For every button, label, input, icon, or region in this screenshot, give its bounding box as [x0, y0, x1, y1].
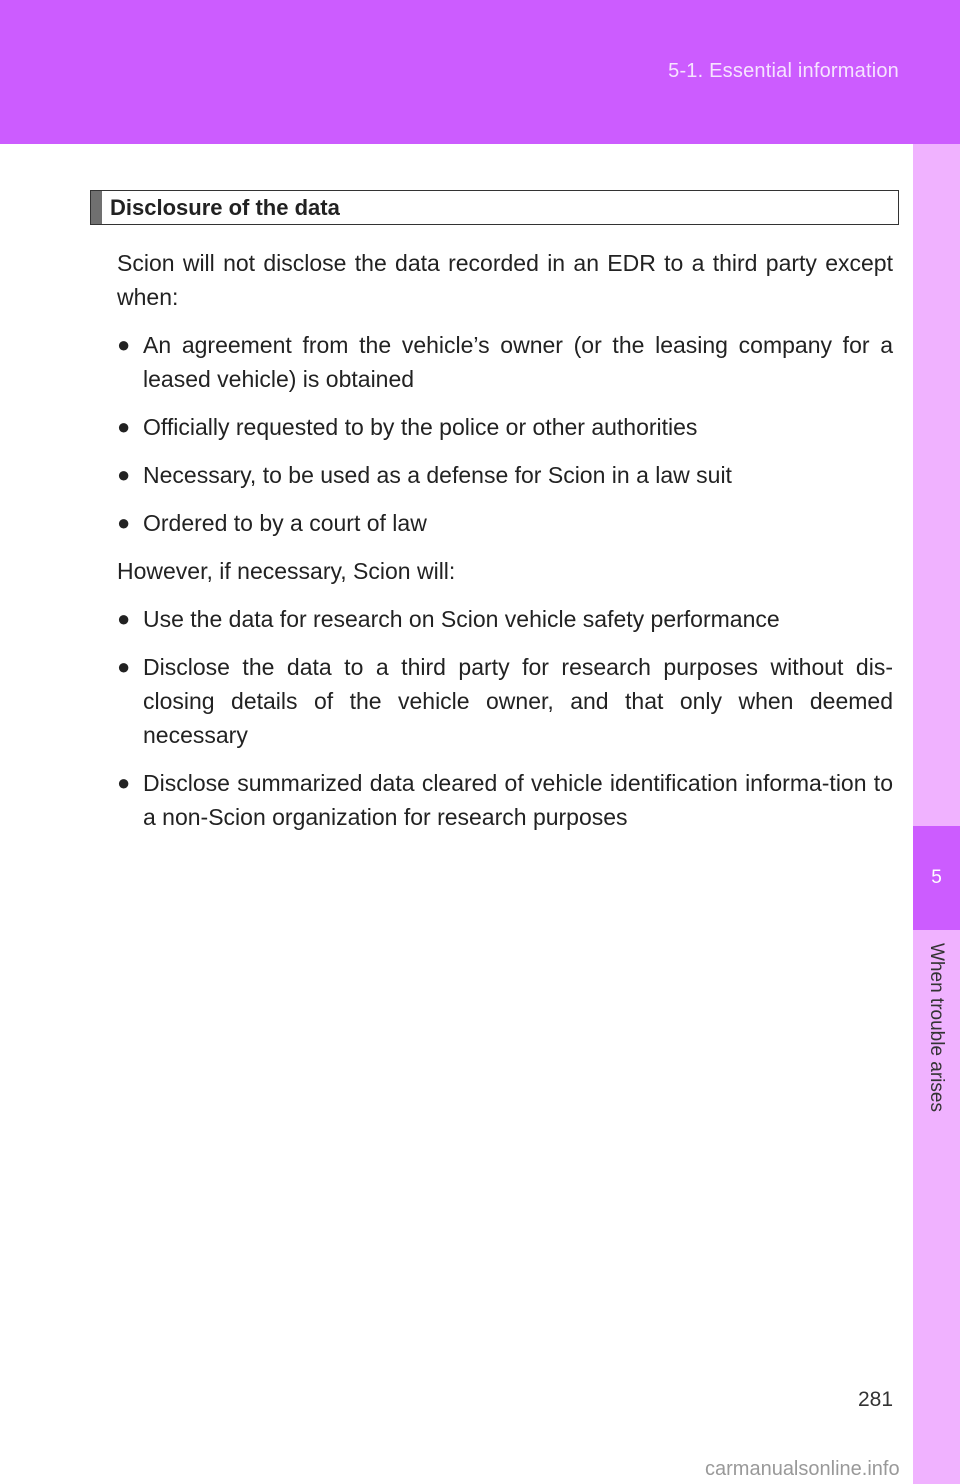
section-heading: Disclosure of the data	[110, 194, 340, 220]
list-item	[117, 506, 893, 540]
however-paragraph: However, if necessary, Scion will:	[117, 558, 456, 584]
list-item	[117, 328, 893, 396]
bullet-icon: ●	[117, 462, 131, 487]
body-content	[117, 246, 893, 848]
section-heading-box	[90, 190, 899, 225]
use-text: Disclose summarized data cleared of vehicle identification informa-tion to a non-Scion organization for research purposes	[143, 770, 893, 830]
bullet-icon: ●	[117, 510, 131, 535]
use-text: Use the data for research on Scion vehicle safety performance	[143, 606, 780, 632]
chapter-title-vertical: When trouble arises	[926, 943, 947, 1112]
list-item	[117, 410, 893, 444]
intro-paragraph: Scion will not disclose the data recorded in an EDR to a third party except when:	[117, 250, 893, 310]
heading-accent-bar	[91, 191, 102, 224]
page-number: 281	[858, 1388, 894, 1411]
condition-text: Officially requested to by the police or other authorities	[143, 414, 698, 440]
list-item	[117, 766, 893, 834]
bullet-icon: ●	[117, 606, 131, 631]
condition-text: An agreement from the vehicle’s owner (or the leasing company for a leased vehicle) is obtained	[143, 332, 893, 392]
chapter-number-tab: 5	[913, 826, 960, 930]
bullet-icon: ●	[117, 770, 131, 795]
bullet-icon: ●	[117, 654, 131, 679]
watermark-text: carmanualsonline.info	[705, 1458, 900, 1480]
bullet-icon: ●	[117, 414, 131, 439]
list-item	[117, 650, 893, 752]
condition-text: Ordered to by a court of law	[143, 510, 427, 536]
bullet-icon: ●	[117, 332, 131, 357]
list-item	[117, 602, 893, 636]
side-thumb-strip	[913, 144, 960, 1484]
top-header-band	[0, 0, 960, 144]
use-text: Disclose the data to a third party for research purposes without dis-closing details of the vehicle owner, and that only when deemed necessary	[143, 654, 893, 748]
list-item	[117, 458, 893, 492]
section-label: 5-1. Essential information	[668, 60, 899, 82]
condition-text: Necessary, to be used as a defense for Scion in a law suit	[143, 462, 732, 488]
